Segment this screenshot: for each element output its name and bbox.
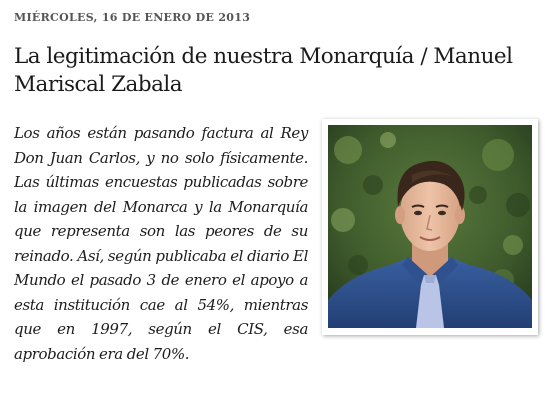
post-date: MIÉRCOLES, 16 DE ENERO DE 2013 <box>14 11 251 24</box>
author-photo-frame <box>322 119 538 335</box>
author-photo[interactable] <box>328 125 532 328</box>
post-title[interactable]: La legitimación de nuestra Monarquía / Manuel Mariscal Zabala <box>14 44 513 97</box>
post-body: Los años están pasando factura al Rey Don Juan Carlos, y no solo físicamente. Las últimas encuestas publicadas sobre la imagen del Monarca y la Monarquía que representa son las peores de su reinado. Así, según publicaba el diario El Mundo el pasado 3 de enero el apoyo a esta institución cae al 54%, mientras que en 1997, según el CIS, esa aprobación era del 70%. <box>14 124 308 363</box>
